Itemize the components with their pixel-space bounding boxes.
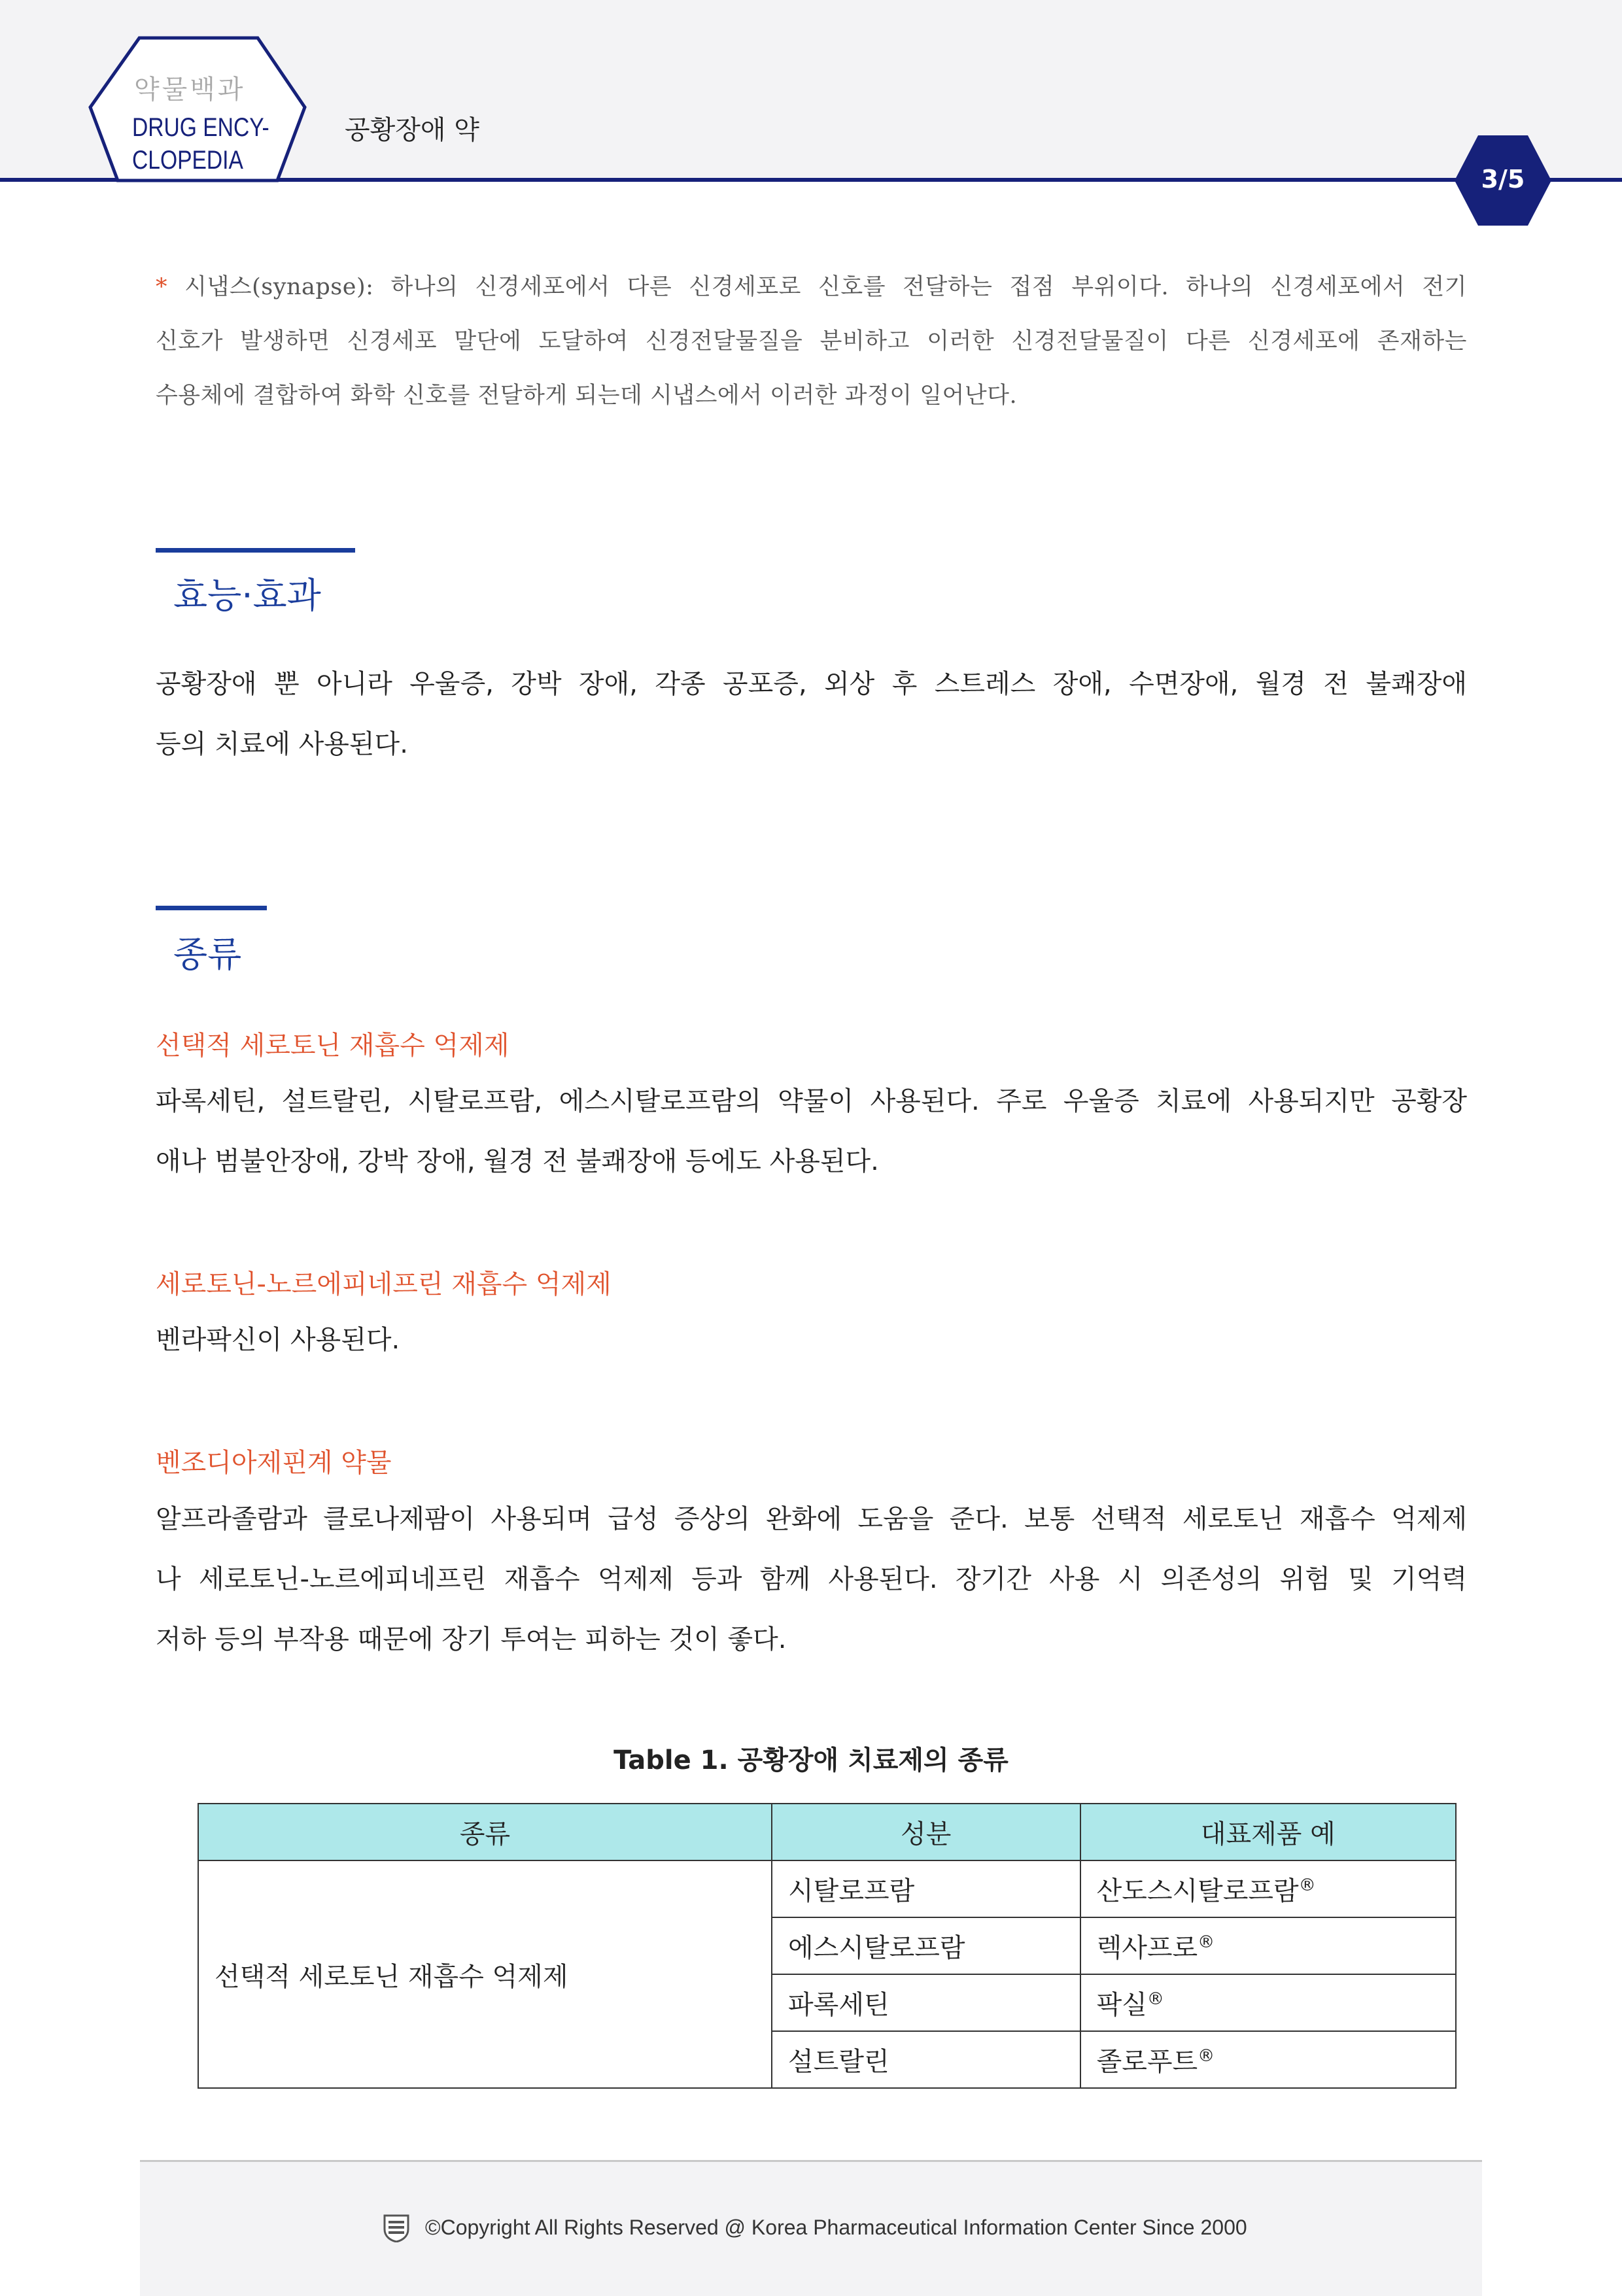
table-product-cell — [1080, 1917, 1456, 1974]
logo-english-line-2: CLOPEDIA — [132, 146, 243, 175]
table-ingredient-cell: 에스시탈로프람 — [772, 1917, 1080, 1974]
efficacy-paragraph — [156, 654, 1467, 774]
benzo-subtitle: 벤조디아제핀계 약물 — [156, 1448, 392, 1478]
table-ingredient-cell: 설트랄린 — [772, 2031, 1080, 2088]
table-row — [198, 1860, 1456, 1917]
ssri-line-1: 파록세틴, 설트랄린, 시탈로프람, 에스시탈로프람의 약물이 사용된다. 주로 우울증 치료에 사용되지만 공황장 — [156, 1086, 1467, 1116]
table-header-product: 대표제품 예 — [1080, 1804, 1456, 1860]
table-header-ingredient: 성분 — [772, 1804, 1080, 1860]
logo-english-line-1: DRUG ENCY- — [132, 113, 269, 142]
drug-types-table — [198, 1803, 1457, 2089]
table-product-cell — [1080, 2031, 1456, 2088]
benzo-line-1: 알프라졸람과 클로나제팜이 사용되며 급성 증상의 완화에 도움을 준다. 보통 선택적 세로토닌 재흡수 억제제 — [156, 1504, 1467, 1534]
efficacy-line-1: 공황장애 뿐 아니라 우울증, 강박 장애, 각종 공포증, 외상 후 스트레스 장애, 수면장애, 월경 전 불쾌장애 — [156, 669, 1467, 699]
logo-english-text — [132, 111, 269, 177]
types-section-title: 종류 — [173, 934, 242, 975]
efficacy-line-2: 등의 치료에 사용된다. — [156, 729, 408, 759]
table-category-cell: 선택적 세로토닌 재흡수 억제제 — [198, 1860, 772, 2088]
table-ingredient-cell: 시탈로프람 — [772, 1860, 1080, 1917]
benzo-paragraph — [156, 1489, 1467, 1670]
table-caption: Table 1. 공황장애 치료제의 종류 — [613, 1745, 1009, 1775]
ssri-line-2: 애나 범불안장애, 강박 장애, 월경 전 불쾌장애 등에도 사용된다. — [156, 1146, 879, 1176]
kpic-emblem-icon — [383, 2214, 410, 2242]
footer-copyright: ©Copyright All Rights Reserved @ Korea Pharmaceutical Information Center Since 2000 — [425, 2216, 1247, 2239]
table-product-cell — [1080, 1974, 1456, 2031]
ssri-paragraph — [156, 1071, 1467, 1191]
product-name: 졸로푸트 — [1096, 2047, 1198, 2077]
footnote-asterisk: * — [156, 274, 167, 300]
footnote-line-2: 신호가 발생하면 신경세포 말단에 도달하여 신경전달물질을 분비하고 이러한 신경전달물질이 다른 신경세포에 존재하는 — [156, 328, 1467, 354]
snri-paragraph — [156, 1310, 1467, 1370]
logo-korean-text: 약물백과 — [134, 75, 246, 105]
benzo-line-3: 저하 등의 부작용 때문에 장기 투여는 피하는 것이 좋다. — [156, 1624, 787, 1654]
snri-line-1: 벤라팍신이 사용된다. — [156, 1325, 400, 1355]
footnote-line-3: 수용체에 결합하여 화학 신호를 전달하게 되는데 시냅스에서 이러한 과정이 일어난다. — [156, 383, 1018, 409]
efficacy-section-title: 효능·효과 — [173, 575, 321, 616]
document-title: 공황장애 약 — [345, 115, 479, 145]
types-section-bar — [156, 906, 267, 910]
product-name: 렉사프로 — [1096, 1933, 1198, 1963]
snri-subtitle: 세로토닌-노르에피네프린 재흡수 억제제 — [156, 1269, 612, 1299]
product-name: 팍실 — [1096, 1990, 1147, 2020]
registered-mark: ® — [1298, 1876, 1316, 1895]
table-product-cell — [1080, 1860, 1456, 1917]
footnote-line-1: 시냅스(synapse): 하나의 신경세포에서 다른 신경세포로 신호를 전달하는 접점 부위이다. 하나의 신경세포에서 전기 — [184, 274, 1467, 300]
page-indicator: 3/5 — [1481, 165, 1525, 194]
registered-mark: ® — [1198, 1932, 1215, 1952]
synapse-footnote — [156, 260, 1467, 423]
registered-mark: ® — [1198, 2046, 1215, 2066]
table-ingredient-cell: 파록세틴 — [772, 1974, 1080, 2031]
efficacy-section-bar — [156, 548, 355, 553]
benzo-line-2: 나 세로토닌-노르에피네프린 재흡수 억제제 등과 함께 사용된다. 장기간 사용 시 의존성의 위험 및 기억력 — [156, 1564, 1467, 1594]
table-header-row — [198, 1804, 1456, 1860]
table-header-type: 종류 — [198, 1804, 772, 1860]
registered-mark: ® — [1147, 1989, 1164, 2009]
product-name: 산도스시탈로프람 — [1096, 1876, 1299, 1906]
ssri-subtitle: 선택적 세로토닌 재흡수 억제제 — [156, 1031, 509, 1061]
